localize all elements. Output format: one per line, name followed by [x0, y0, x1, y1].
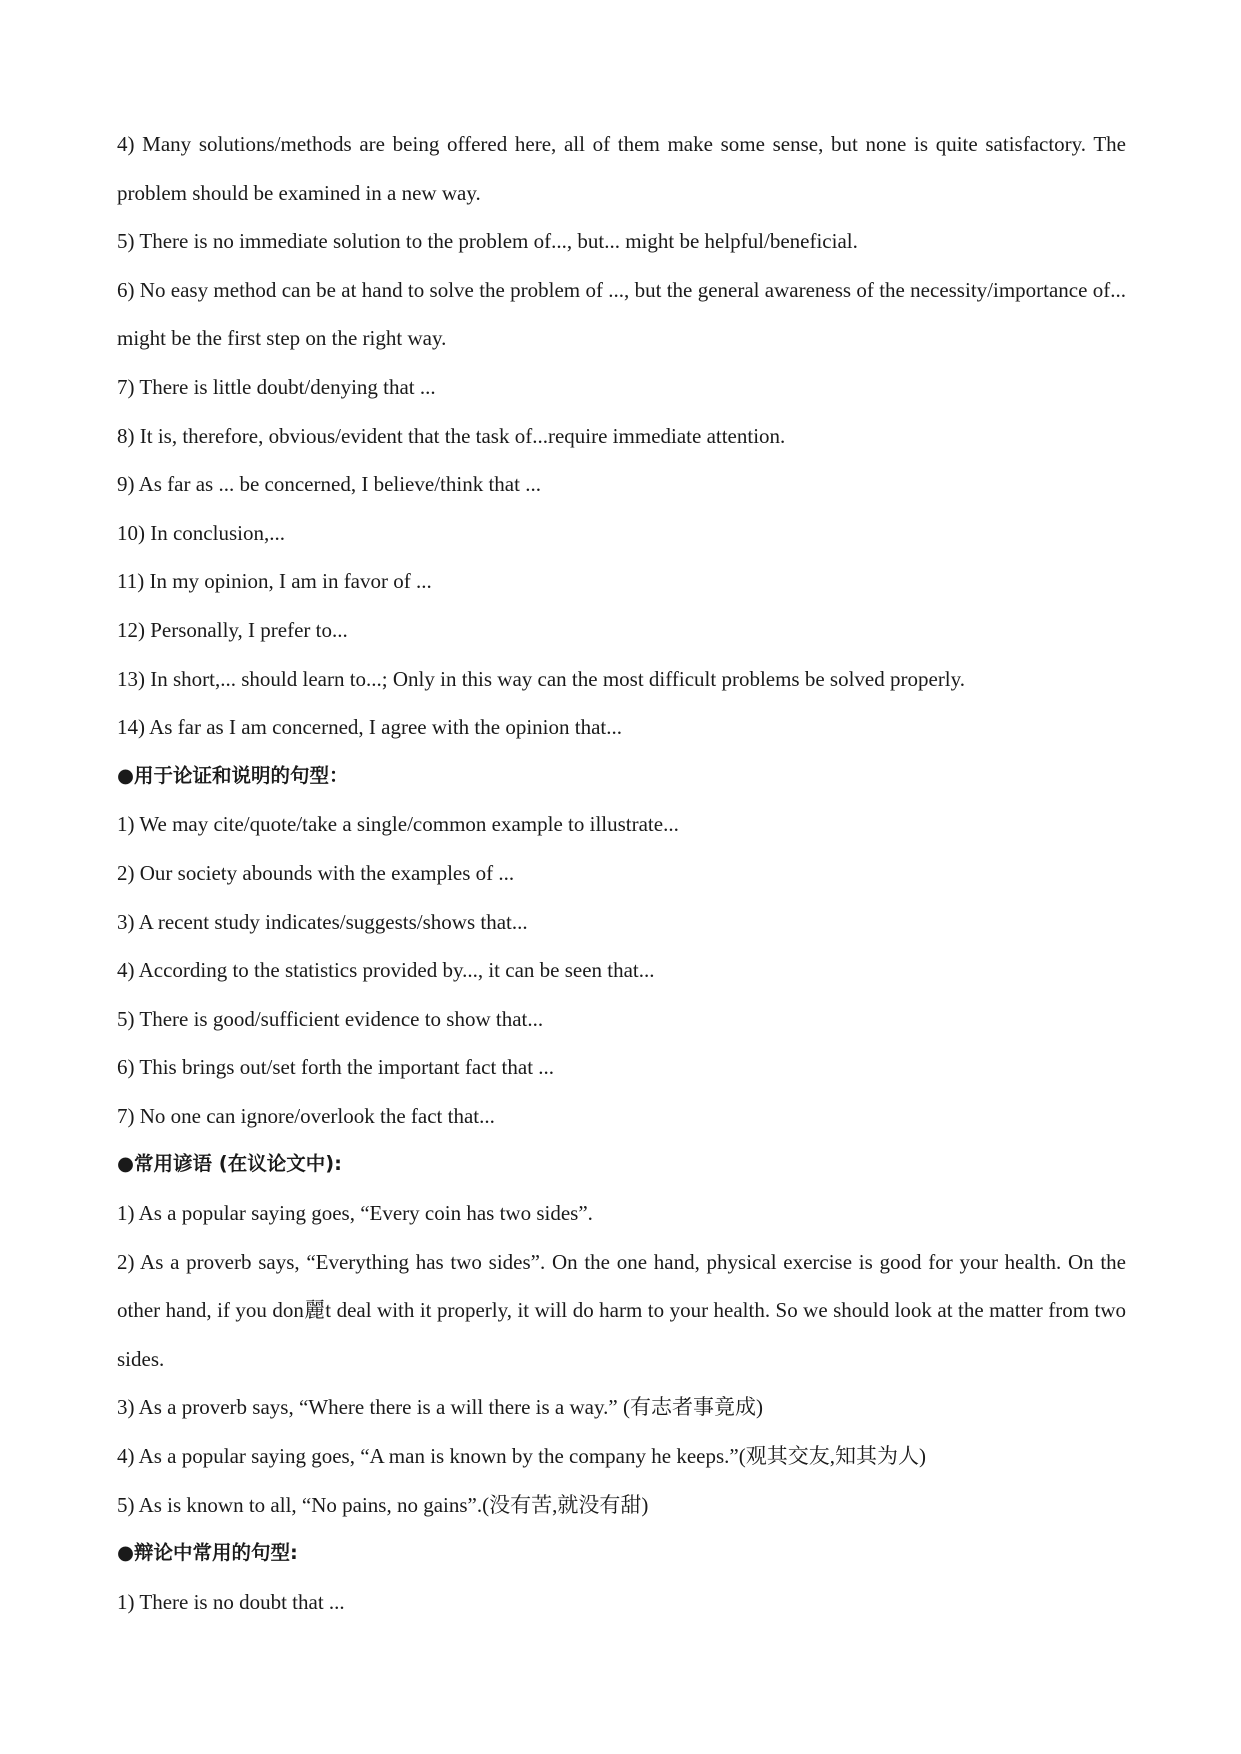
paragraph-1-12: 12) Personally, I prefer to...	[117, 617, 348, 642]
paragraph-1-11: 11) In my opinion, I am in favor of ...	[117, 569, 432, 594]
paragraph-2-2: 2) Our society abounds with the examples of ...	[117, 860, 515, 885]
paragraph-2-5: 5) There is good/sufficient evidence to show that...	[117, 1006, 544, 1031]
paragraph-2-3: 3) A recent study indicates/suggests/shows that...	[117, 909, 528, 934]
section-heading-argument: ●用于论证和说明的句型：	[117, 763, 349, 787]
paragraph-3-5: 5) As is known to all, “No pains, no gains”.(没有苦,就没有甜)	[117, 1492, 649, 1517]
paragraph-1-10: 10) In conclusion,...	[117, 520, 285, 545]
paragraph-3-3: 3) As a proverb says, “Where there is a will there is a way.” (有志者事竟成)	[117, 1395, 763, 1420]
paragraph-1-9: 9) As far as ... be concerned, I believe/think that ...	[117, 472, 541, 497]
paragraph-3-4: 4) As a popular saying goes, “A man is known by the company he keeps.”(观其交友,知其为人)	[117, 1444, 926, 1469]
paragraph-1-4: 4) Many solutions/methods are being offered here, all of them make some sense, but none is quite satisfactory. The problem should be examined in a new way.	[117, 132, 1126, 205]
section-heading-debate: ●辩论中常用的句型:	[117, 1541, 298, 1565]
paragraph-2-6: 6) This brings out/set forth the important fact that ...	[117, 1055, 555, 1080]
paragraph-2-7: 7) No one can ignore/overlook the fact that...	[117, 1103, 495, 1128]
paragraph-1-13: 13) In short,... should learn to...; Only in this way can the most difficult problems be solved properly.	[117, 666, 966, 691]
paragraph-3-2: 2) As a proverb says, “Everything has two sides”. On the one hand, physical exercise is good for your health. On the other hand, if you don麗t deal with it properly, it will do harm to your health. So we should look at the matter from two sides.	[117, 1249, 1126, 1371]
paragraph-1-14: 14) As far as I am concerned, I agree with the opinion that...	[117, 715, 622, 740]
paragraph-3-1: 1) As a popular saying goes, “Every coin has two sides”.	[117, 1201, 593, 1226]
section-heading-proverbs: ●常用谚语 (在议论文中):	[117, 1152, 342, 1176]
paragraph-1-8: 8) It is, therefore, obvious/evident that the task of...require immediate attention.	[117, 423, 786, 448]
paragraph-1-7: 7) There is little doubt/denying that ...	[117, 374, 436, 399]
paragraph-1-6: 6) No easy method can be at hand to solve the problem of ..., but the general awareness of the necessity/importance of... might be the first step on the right way.	[117, 277, 1126, 351]
paragraph-4-1: 1) There is no doubt that ...	[117, 1589, 345, 1614]
paragraph-1-5: 5) There is no immediate solution to the problem of..., but... might be helpful/beneficial.	[117, 229, 858, 254]
paragraph-2-4: 4) According to the statistics provided by..., it can be seen that...	[117, 958, 655, 983]
paragraph-2-1: 1) We may cite/quote/take a single/common example to illustrate...	[117, 812, 679, 837]
